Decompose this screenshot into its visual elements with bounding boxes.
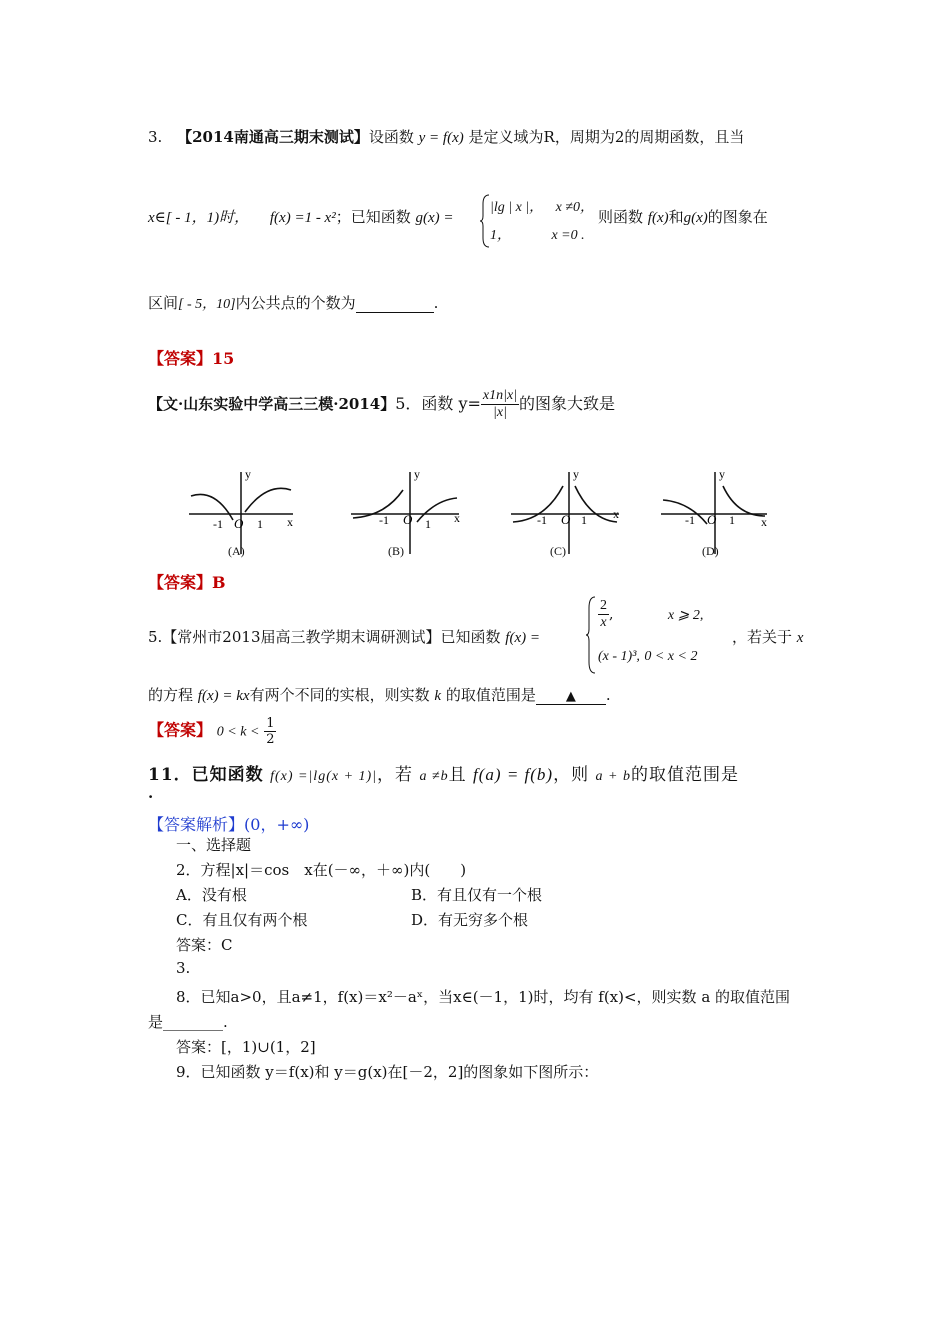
answer-blank (356, 294, 434, 313)
svg-text:x: x (761, 515, 767, 529)
math-expr: k (434, 688, 442, 704)
svg-text:x: x (613, 507, 619, 521)
svg-text:1: 1 (425, 517, 431, 531)
svg-text:O: O (403, 512, 413, 527)
q2-text: 2．方程|x|＝cos x在(－∞，＋∞)内( ) (176, 861, 467, 879)
caption-d: (D) (702, 544, 719, 558)
graph-c (511, 467, 619, 554)
svg-text:-1: -1 (379, 513, 389, 527)
q3-line3 (148, 292, 438, 313)
text: ，若 (377, 765, 414, 785)
math-expr: x (796, 630, 804, 646)
text: ，若关于 (732, 628, 793, 646)
numerator: x1n|x| (482, 388, 518, 403)
svg-text:-1: -1 (685, 513, 695, 527)
svg-text:y: y (719, 467, 725, 481)
math-expr: a + b (595, 769, 631, 784)
case-cond: 0 < x < 2 (644, 649, 698, 664)
caption-a: (A) (228, 544, 245, 558)
caption-c: (C) (550, 544, 566, 558)
svg-text:O: O (707, 512, 717, 527)
svg-text:y: y (245, 467, 251, 481)
question-number: 3. (148, 128, 163, 146)
q3b-number: 3. (176, 959, 191, 977)
case-1: $\frac{2}{x}$ , x ⩾ 2, (600, 598, 704, 630)
q3-line2 (148, 206, 454, 227)
math-expr: 0 < k < (216, 724, 260, 740)
math-expr: f(x) (647, 210, 669, 226)
question-source: 【文·山东实验中学高三三模·2014】 (148, 395, 396, 413)
denominator: |x| (493, 405, 507, 420)
q8-line1: 8．已知a>0，且a≠1，f(x)＝x²－aˣ，当x∈(－1，1)时，均有 f(x)<，则实数 a 的取值范围 (176, 988, 791, 1006)
question-source: 5.【常州市2013届高三教学期末调研测试】 (148, 628, 441, 646)
case-1 (490, 196, 594, 216)
question-source: 【2014南通高三期末测试】 (177, 128, 369, 146)
text: 且 (448, 765, 467, 785)
fraction (264, 716, 276, 747)
svg-text:-1: -1 (213, 517, 223, 531)
a5b-line (148, 716, 276, 747)
q3-line2-tail (598, 206, 768, 227)
case-expr: (x - 1)³, (598, 649, 640, 664)
graph-d (661, 467, 767, 554)
text: 和 (668, 208, 684, 226)
svg-text:1: 1 (581, 513, 587, 527)
numerator: 1 (266, 716, 275, 731)
text: 5．函数 y= (395, 394, 481, 413)
case-2 (490, 224, 585, 244)
q11-line (148, 760, 739, 785)
q3-piecewise (480, 194, 595, 252)
q3-line1 (148, 126, 744, 147)
math-expr: g(x) = (415, 210, 454, 226)
q2-option-a: A．没有根 (176, 886, 247, 904)
q2-option-c: C．有且仅有两个根 (176, 911, 308, 929)
q8-line2: 是________. (148, 1013, 228, 1031)
svg-text:y: y (414, 467, 420, 481)
a11-line (148, 812, 309, 835)
answer-label: 【答案解析】 (148, 815, 245, 834)
case-expr: 1， (490, 228, 511, 243)
math-expr: f(x) = (505, 630, 540, 646)
svg-text:O: O (561, 512, 571, 527)
text: ；已知函数 (335, 208, 411, 226)
q5b-line1-tail (732, 626, 803, 647)
text: 内公共点的个数为 (235, 294, 356, 312)
q2-option-b: B．有且仅有一个根 (411, 886, 543, 904)
brace (586, 596, 596, 674)
answer-label: 【答案】B (148, 573, 226, 592)
text: 的取值范围是 (630, 765, 739, 785)
denominator: x (600, 615, 607, 630)
text: . (148, 784, 154, 802)
case-cond: x ≠0， (555, 200, 595, 215)
text: 有两个不同的实根，则实数 (249, 686, 430, 704)
answer-graphs (185, 462, 785, 562)
caption-b: (B) (388, 544, 404, 558)
q2-answer: 答案：C (176, 936, 233, 954)
case-expr: |lg | x |， (490, 200, 544, 215)
q9-text: 9．已知函数 y＝f(x)和 y＝g(x)在[－2，2]的图象如下图所示： (176, 1063, 599, 1081)
math-expr: f(x) =1 - x² (269, 210, 336, 226)
numerator: 2 (600, 598, 607, 613)
text: 区间 (148, 294, 179, 312)
text: 的图象在 (707, 208, 768, 226)
case-2 (598, 648, 697, 665)
graph-b (351, 467, 460, 554)
math-expr: f(x) =|lg(x + 1)| (270, 769, 378, 784)
text: . (605, 686, 611, 704)
answer-label: 【答案】 (148, 720, 213, 740)
graph-a (189, 467, 293, 554)
math-expr: a ≠b (419, 769, 449, 784)
answer-blank: ▲ (536, 689, 606, 705)
text: 设函数 (368, 128, 414, 146)
q8-answer: 答案：[，1)∪(1，2] (176, 1038, 316, 1056)
math-expr: [ - 5，10] (178, 297, 236, 312)
fraction (481, 388, 519, 421)
q2-option-d: D．有无穷多个根 (411, 911, 529, 929)
svg-text:-1: -1 (537, 513, 547, 527)
denominator: 2 (266, 732, 275, 747)
answer-value: (0，+∞) (244, 815, 310, 834)
svg-text:x: x (454, 511, 460, 525)
math-expr: x∈[ - 1，1)时， (148, 210, 250, 226)
svg-text:O: O (234, 516, 244, 531)
math-expr: y = f(x) (418, 130, 464, 146)
text: 的方程 (148, 686, 194, 704)
math-expr: f(a) = f(b) (473, 765, 554, 784)
text: 已知函数 (440, 628, 501, 646)
text: 11．已知函数 (148, 765, 264, 785)
section-heading: 一、选择题 (176, 836, 252, 854)
svg-text:y: y (573, 467, 579, 481)
text: 是定义域为R，周期为2的周期函数，且当 (468, 128, 745, 146)
svg-text:x: x (287, 515, 293, 529)
math-expr: g(x) (683, 210, 708, 226)
math-expr: f(x) = kx (197, 688, 250, 704)
text: 则函数 (598, 208, 644, 226)
q5b-line1 (148, 626, 540, 647)
answer-label: 【答案】15 (148, 349, 235, 368)
q5a-line (148, 388, 615, 421)
text: ，则 (553, 765, 590, 785)
case-cond: x =0 . (551, 228, 585, 243)
svg-text:1: 1 (257, 517, 263, 531)
q5b-line2 (148, 684, 611, 705)
text: 的图象大致是 (519, 394, 616, 413)
fraction (598, 598, 609, 631)
svg-text:1: 1 (729, 513, 735, 527)
brace (480, 194, 490, 248)
case-cond: x ⩾ 2, (667, 607, 704, 623)
q5b-piecewise (586, 596, 704, 678)
text: . (433, 294, 439, 312)
text: 的取值范围是 (445, 686, 536, 704)
